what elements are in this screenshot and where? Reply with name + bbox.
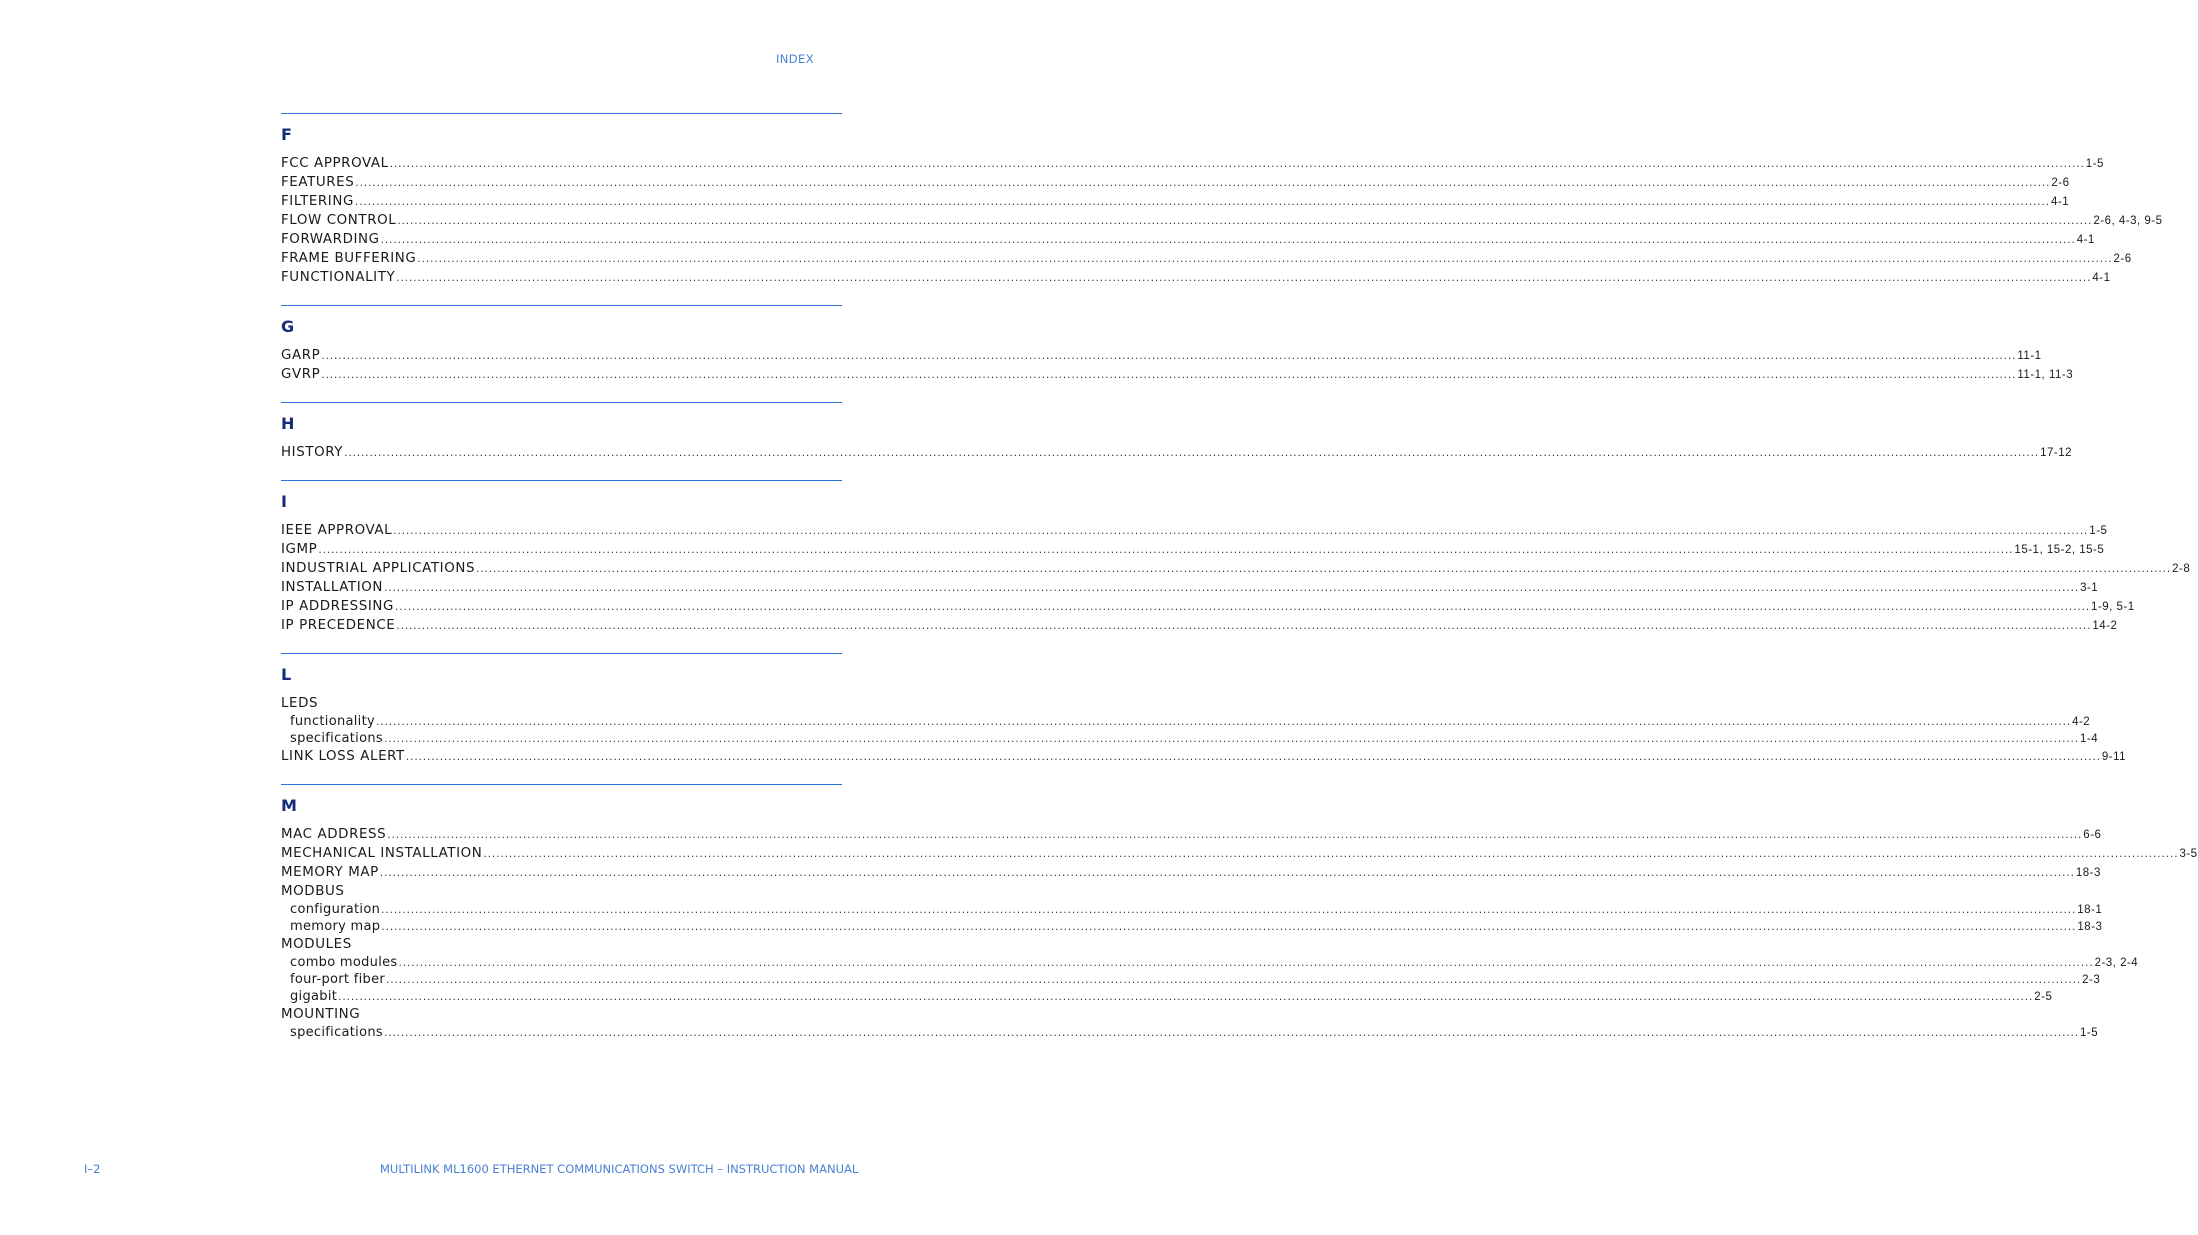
- entry-pages: 11-1: [2017, 350, 2042, 362]
- index-subentry: [281, 901, 2103, 918]
- dot-leader: ................................................................................................................................................................................................................................................................................................................................................................................................................: [354, 196, 2051, 208]
- section-letter: G: [281, 317, 295, 336]
- dot-leader: ................................................................................................................................................................................................................................................................................................................................................................................................................: [344, 447, 2040, 459]
- entry-list: [281, 443, 2073, 462]
- dot-leader: ................................................................................................................................................................................................................................................................................................................................................................................................................: [394, 601, 2091, 613]
- entry-term: FLOW CONTROL: [281, 213, 397, 228]
- entry-pages: 2-5: [2034, 991, 2053, 1003]
- entry-list: [281, 154, 2163, 287]
- entry-term: MAC ADDRESS: [281, 827, 387, 842]
- running-header: INDEX: [776, 52, 814, 66]
- entry-pages: 9-11: [2101, 751, 2127, 763]
- entry-pages: 17-12: [2040, 447, 2073, 459]
- index-subentry: [281, 971, 2101, 988]
- entry-term: GVRP: [281, 367, 321, 382]
- entry-term: HISTORY: [281, 445, 344, 460]
- index-entry: [281, 844, 2198, 863]
- index-entry: [281, 747, 2127, 766]
- index-subentry: [281, 730, 2099, 747]
- index-entry: [281, 863, 2101, 882]
- entry-list: [281, 694, 2127, 766]
- section-letter: M: [281, 796, 297, 815]
- entry-term: MEMORY MAP: [281, 865, 379, 880]
- index-section-m: [281, 784, 2198, 1041]
- entry-pages: 2-8: [2172, 563, 2191, 575]
- entry-pages: 4-1: [2076, 234, 2095, 246]
- entry-term: FUNCTIONALITY: [281, 270, 396, 285]
- entry-term: FILTERING: [281, 194, 354, 209]
- entry-term: IP PRECEDENCE: [281, 618, 396, 633]
- index-subentry: [281, 1024, 2099, 1041]
- dot-leader: ................................................................................................................................................................................................................................................................................................................................................................................................................: [417, 253, 2113, 265]
- entry-term: MODBUS: [281, 884, 345, 899]
- dot-leader: ................................................................................................................................................................................................................................................................................................................................................................................................................: [396, 620, 2092, 632]
- index-entry: [281, 616, 2118, 635]
- entry-term: IEEE APPROVAL: [281, 523, 393, 538]
- index-column: [281, 113, 2198, 1041]
- entry-list: [281, 521, 2191, 635]
- dot-leader: ................................................................................................................................................................................................................................................................................................................................................................................................................: [396, 272, 2092, 284]
- index-entry: [281, 935, 813, 954]
- dot-leader: ................................................................................................................................................................................................................................................................................................................................................................................................................: [387, 829, 2083, 841]
- dot-leader: ................................................................................................................................................................................................................................................................................................................................................................................................................: [384, 582, 2080, 594]
- entry-term: INDUSTRIAL APPLICATIONS: [281, 561, 476, 576]
- index-section-h: [281, 402, 2073, 462]
- entry-pages: 4-2: [2072, 716, 2091, 728]
- dot-leader: ................................................................................................................................................................................................................................................................................................................................................................................................................: [380, 234, 2076, 246]
- entry-term: configuration: [290, 902, 381, 917]
- entry-term: functionality: [290, 714, 375, 729]
- dot-leader: ................................................................................................................................................................................................................................................................................................................................................................................................................: [338, 991, 2034, 1003]
- entry-term: combo modules: [290, 955, 398, 970]
- index-entry: [281, 230, 2095, 249]
- dot-leader: ................................................................................................................................................................................................................................................................................................................................................................................................................: [383, 733, 2080, 745]
- entry-pages: 11-1, 11-3: [2017, 369, 2074, 381]
- index-subentry: [281, 713, 2091, 730]
- entry-pages: 1-5: [2085, 158, 2104, 170]
- index-subentry: [281, 988, 2053, 1005]
- section-letter: H: [281, 414, 295, 433]
- index-entry: [281, 540, 2105, 559]
- dot-leader: ................................................................................................................................................................................................................................................................................................................................................................................................................: [318, 544, 2014, 556]
- section-letter: I: [281, 492, 287, 511]
- manual-title: MULTILINK ML1600 ETHERNET COMMUNICATIONS SWITCH – INSTRUCTION MANUAL: [380, 1162, 859, 1176]
- index-section-g: [281, 305, 2074, 384]
- index-entry: [281, 346, 2042, 365]
- dot-leader: ................................................................................................................................................................................................................................................................................................................................................................................................................: [381, 921, 2077, 933]
- index-entry: [281, 521, 2108, 540]
- entry-term: MECHANICAL INSTALLATION: [281, 846, 483, 861]
- dot-leader: ................................................................................................................................................................................................................................................................................................................................................................................................................: [355, 177, 2051, 189]
- entry-term: FEATURES: [281, 175, 355, 190]
- dot-leader: ................................................................................................................................................................................................................................................................................................................................................................................................................: [397, 215, 2093, 227]
- index-section-f: [281, 113, 2163, 287]
- index-entry: [281, 882, 813, 901]
- entry-pages: 2-3, 2-4: [2094, 957, 2139, 969]
- index-subentry: [281, 918, 2103, 935]
- dot-leader: ................................................................................................................................................................................................................................................................................................................................................................................................................: [321, 350, 2017, 362]
- entry-term: MODULES: [281, 937, 352, 952]
- dot-leader: ................................................................................................................................................................................................................................................................................................................................................................................................................: [321, 369, 2017, 381]
- dot-leader: ................................................................................................................................................................................................................................................................................................................................................................................................................: [376, 716, 2072, 728]
- entry-term: specifications: [290, 731, 383, 746]
- entry-pages: 2-6, 4-3, 9-5: [2093, 215, 2163, 227]
- entry-term: LEDS: [281, 696, 319, 711]
- index-entry: [281, 443, 2073, 462]
- dot-leader: ................................................................................................................................................................................................................................................................................................................................................................................................................: [383, 1027, 2080, 1039]
- index-entry: [281, 559, 2191, 578]
- entry-term: gigabit: [290, 989, 338, 1004]
- entry-list: [281, 825, 2198, 1041]
- section-letter: F: [281, 125, 292, 144]
- entry-pages: 1-4: [2080, 733, 2099, 745]
- entry-pages: 3-1: [2080, 582, 2099, 594]
- index-entry: [281, 365, 2074, 384]
- entry-term: MOUNTING: [281, 1007, 361, 1022]
- entry-pages: 3-5: [2179, 848, 2198, 860]
- section-letter: L: [281, 665, 292, 684]
- entry-pages: 18-1: [2077, 904, 2103, 916]
- dot-leader: ................................................................................................................................................................................................................................................................................................................................................................................................................: [483, 848, 2179, 860]
- dot-leader: ................................................................................................................................................................................................................................................................................................................................................................................................................: [379, 867, 2075, 879]
- index-entry: [281, 268, 2111, 287]
- index-entry: [281, 192, 2070, 211]
- dot-leader: ................................................................................................................................................................................................................................................................................................................................................................................................................: [386, 974, 2082, 986]
- entry-term: FCC APPROVAL: [281, 156, 389, 171]
- entry-pages: 4-1: [2051, 196, 2070, 208]
- entry-term: specifications: [290, 1025, 383, 1040]
- dot-leader: ................................................................................................................................................................................................................................................................................................................................................................................................................: [389, 158, 2085, 170]
- dot-leader: ................................................................................................................................................................................................................................................................................................................................................................................................................: [398, 957, 2094, 969]
- entry-pages: 2-3: [2082, 974, 2101, 986]
- entry-pages: 1-5: [2080, 1027, 2099, 1039]
- index-entry: [281, 249, 2132, 268]
- entry-pages: 15-1, 15-2, 15-5: [2014, 544, 2105, 556]
- entry-pages: 2-6: [2113, 253, 2132, 265]
- index-entry: [281, 578, 2099, 597]
- entry-pages: 1-5: [2089, 525, 2108, 537]
- entry-term: LINK LOSS ALERT: [281, 749, 405, 764]
- index-section-l: [281, 653, 2127, 766]
- entry-term: GARP: [281, 348, 321, 363]
- index-entry: [281, 597, 2135, 616]
- index-entry: [281, 825, 2102, 844]
- entry-pages: 4-1: [2092, 272, 2111, 284]
- entry-pages: 14-2: [2092, 620, 2118, 632]
- index-entry: [281, 694, 813, 713]
- dot-leader: ................................................................................................................................................................................................................................................................................................................................................................................................................: [381, 904, 2077, 916]
- entry-pages: 18-3: [2077, 921, 2103, 933]
- dot-leader: ................................................................................................................................................................................................................................................................................................................................................................................................................: [405, 751, 2101, 763]
- index-entry: [281, 1005, 813, 1024]
- entry-pages: 1-9, 5-1: [2091, 601, 2135, 613]
- index-entry: [281, 211, 2163, 230]
- entry-term: INSTALLATION: [281, 580, 383, 595]
- entry-term: IP ADDRESSING: [281, 599, 394, 614]
- entry-term: four-port fiber: [290, 972, 386, 987]
- entry-list: [281, 346, 2074, 384]
- entry-pages: 18-3: [2075, 867, 2101, 879]
- index-entry: [281, 154, 2104, 173]
- dot-leader: ................................................................................................................................................................................................................................................................................................................................................................................................................: [476, 563, 2172, 575]
- index-subentry: [281, 954, 2139, 971]
- index-entry: [281, 173, 2070, 192]
- entry-pages: 2-6: [2051, 177, 2070, 189]
- entry-term: FORWARDING: [281, 232, 380, 247]
- dot-leader: ................................................................................................................................................................................................................................................................................................................................................................................................................: [393, 525, 2089, 537]
- entry-term: IGMP: [281, 542, 318, 557]
- entry-pages: 6-6: [2083, 829, 2102, 841]
- entry-term: FRAME BUFFERING: [281, 251, 417, 266]
- entry-term: memory map: [290, 919, 381, 934]
- index-section-i: [281, 480, 2191, 635]
- page-number: I–2: [84, 1162, 101, 1176]
